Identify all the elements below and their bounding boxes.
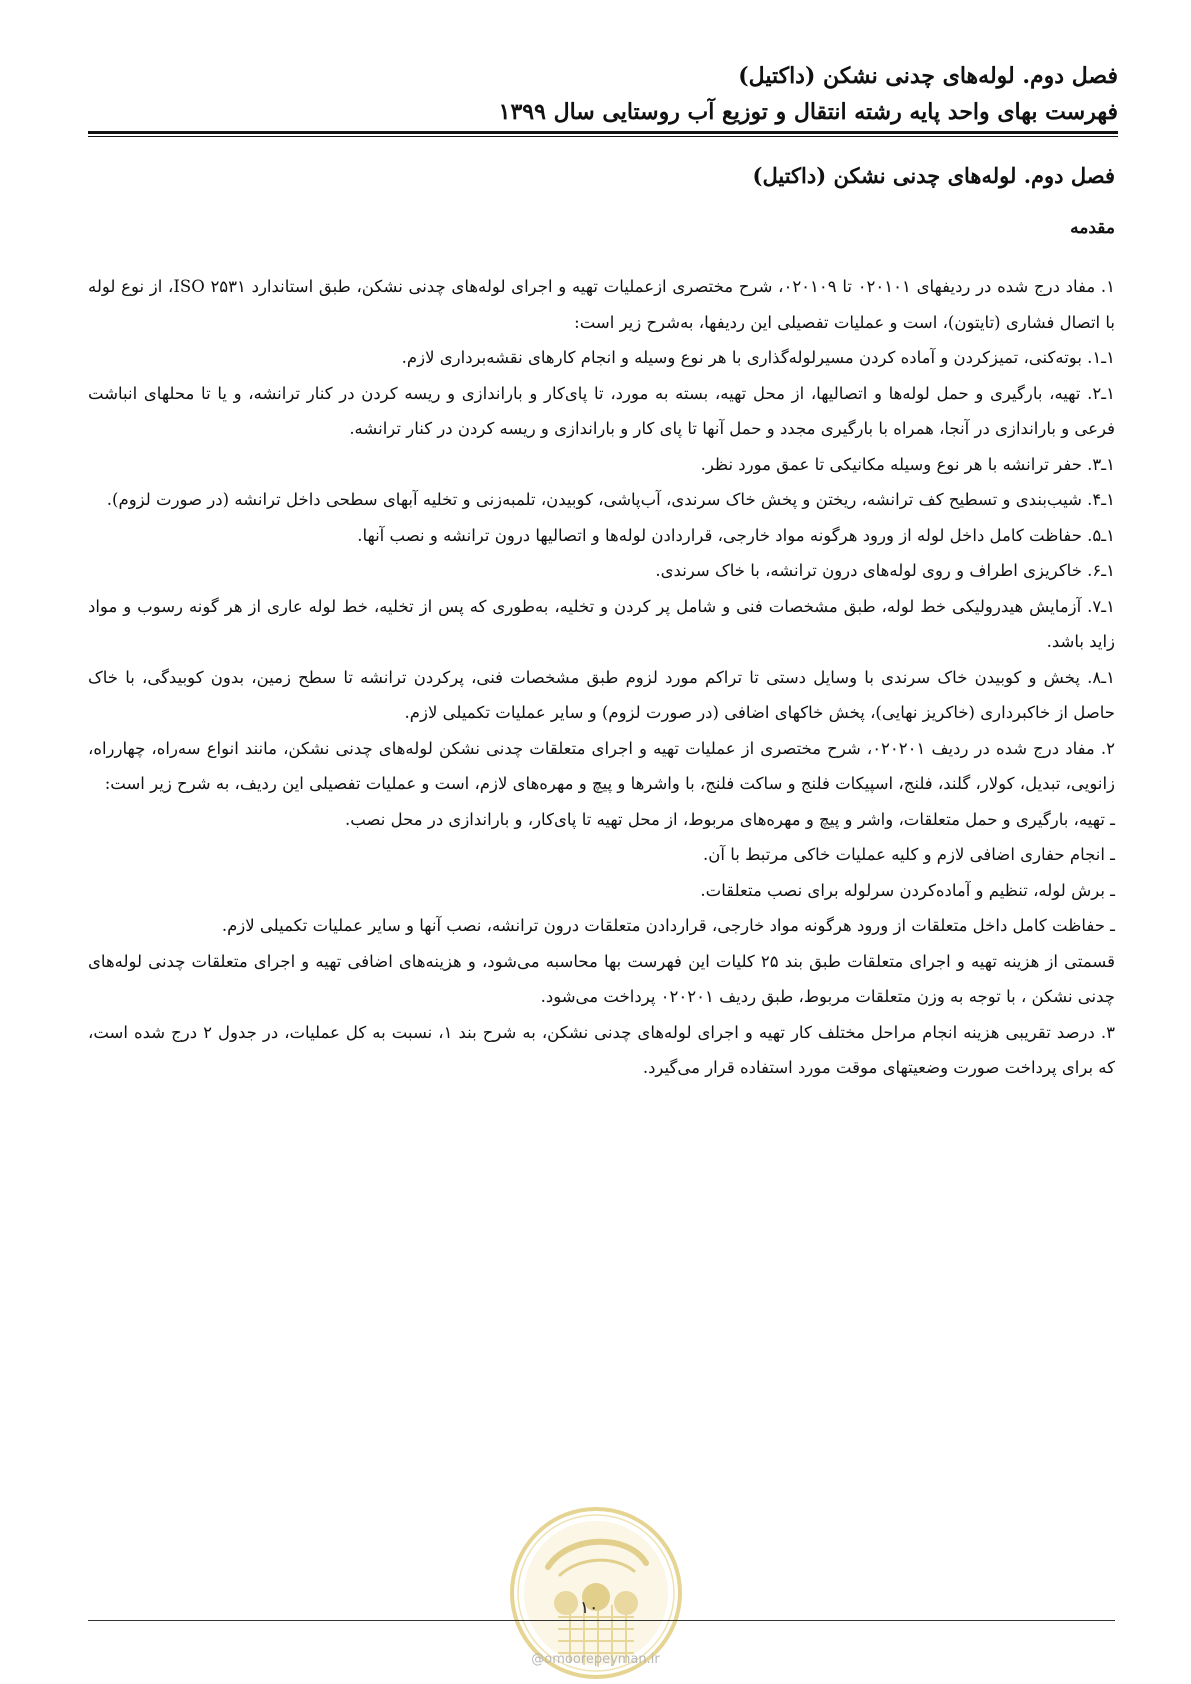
page-header — [88, 58, 1118, 130]
paragraph-1-6: ۱ـ۶. خاکریزی اطراف و روی لوله‌های درون ترانشه، با خاک سرندی. — [655, 561, 1115, 580]
main-content — [88, 158, 1115, 1086]
paragraph-1: ۱. مفاد درج شده در ردیفهای ۰۲۰۱۰۱ تا ۰۲۰۱۰۹، شرح مختصری ازعملیات تهیه و اجرای لوله‌های چدنی نشکن، طبق استاندارد ISO ۲۵۳۱، از نوع لوله با اتصال فشاری (تایتون)، است و عملیات تفصیلی این ردیفها، به‌شرح زیر است: — [88, 277, 1116, 332]
bullet-item-4: ـ حفاظت کامل داخل متعلقات از ورود هرگونه مواد خارجی، قراردادن متعلقات درون ترانشه، نصب آنها و سایر عملیات تکمیلی لازم. — [221, 916, 1115, 935]
footer-divider — [88, 1620, 1115, 1621]
introduction-heading: مقدمه — [1070, 218, 1115, 238]
header-divider-thick — [88, 131, 1118, 134]
header-divider-thin — [88, 136, 1118, 137]
footer-watermark-url: @omoorepeyman.ir — [531, 1652, 660, 1667]
paragraph-1-7: ۱ـ۷. آزمایش هیدرولیکی خط لوله، طبق مشخصات فنی و شامل پر کردن و تخلیه، به‌طوری که پس از تخلیه، خط لوله عاری از هر گونه رسوب و مواد زاید باشد. — [88, 596, 1115, 651]
page-number: ۱۰ — [580, 1598, 599, 1618]
header-chapter-line: فصل دوم. لوله‌های چدنی نشکن (داکتیل) — [738, 63, 1118, 89]
paragraph-1-5: ۱ـ۵. حفاظت کامل داخل لوله از ورود هرگونه مواد خارجی، قراردادن لوله‌ها و اتصالیها درون ترانشه و نصب آنها. — [357, 525, 1115, 545]
chapter-title: فصل دوم. لوله‌های چدنی نشکن (داکتیل) — [752, 163, 1115, 188]
bullet-item-3: ـ برش لوله، تنظیم و آماده‌کردن سرلوله برای نصب متعلقات. — [700, 880, 1115, 900]
paragraph-1-3: ۱ـ۳. حفر ترانشه با هر نوع وسیله مکانیکی تا عمق مورد نظر. — [700, 454, 1115, 474]
header-document-title: فهرست بهای واحد پایه رشته انتقال و توزیع آب روستایی سال ۱۳۹۹ — [498, 99, 1118, 125]
paragraph-1-4: ۱ـ۴. شیب‌بندی و تسطیح کف ترانشه، ریختن و پخش خاک سرندی، آب‌پاشی، کوبیدن، تلمبه‌زنی و تخلیه آبهای سطحی داخل ترانشه (در صورت لزوم). — [106, 490, 1115, 509]
bullet-item-1: ـ تهیه، بارگیری و حمل متعلقات، واشر و پیچ و مهره‌های مربوط، از محل تهیه تا پای‌کار، و باراندازی در محل نصب. — [345, 809, 1115, 829]
paragraph-2-note: قسمتی از هزینه تهیه و اجرای متعلقات طبق بند ۲۵ کلیات این فهرست بها محاسبه می‌شود، و هزینه‌های اضافی تهیه و اجرای متعلقات چدنی لوله‌های چدنی نشکن ، با توجه به وزن متعلقات مربوط، طبق ردیف ۰۲۰۲۰۱ پرداخت می‌شود. — [88, 951, 1115, 1006]
bullet-item-2: ـ انجام حفاری اضافی لازم و کلیه عملیات خاکی مرتبط با آن. — [703, 845, 1115, 864]
paragraph-1-1: ۱ـ۱. بوته‌کنی، تمیزکردن و آماده کردن مسیرلوله‌گذاری با هر نوع وسیله و انجام کارهای نقشه‌برداری لازم. — [401, 348, 1115, 367]
paragraph-1-8: ۱ـ۸. پخش و کوبیدن خاک سرندی با وسایل دستی تا تراکم مورد لزوم طبق مشخصات فنی، پرکردن ترانشه تا سطح زمین، بدون کوبیدگی، با خاک حاصل از خاکبرداری (خاکریز نهایی)، پخش خاکهای اضافی (در صورت لزوم) و سایر عملیات تکمیلی لازم. — [88, 667, 1115, 722]
paragraph-3: ۳. درصد تقریبی هزینه انجام مراحل مختلف کار تهیه و اجرای لوله‌های چدنی نشکن، به شرح بند ۱، نسبت به کل عملیات، در جدول ۲ درج شده است، که برای پرداخت صورت وضعیتهای موقت مورد استفاده قرار می‌گیرد. — [88, 1022, 1115, 1077]
paragraph-2: ۲. مفاد درج شده در ردیف ۰۲۰۲۰۱، شرح مختصری از عملیات تهیه و اجرای متعلقات چدنی نشکن لوله‌های چدنی نشکن، مانند انواع سه‌راه، چهارراه، زانویی، تبدیل، کولار، گلند، فلنج، اسپیکات فلنج و ساکت فلنج، با واشرها و پیچ و مهره‌های لازم، است و عملیات تفصیلی این ردیف، به شرح زیر است: — [88, 738, 1115, 793]
paragraph-1-2: ۱ـ۲. تهیه، بارگیری و حمل لوله‌ها و اتصالیها، از محل تهیه، بسته به مورد، تا پای‌کار و باراندازی و ریسه کردن در کنار ترانشه، و یا تا محلهای انباشت فرعی و باراندازی در آنجا، همراه با بارگیری مجدد و حمل آنها تا پای کار و باراندازی و ریسه کردن در کنار ترانشه. — [88, 383, 1115, 438]
